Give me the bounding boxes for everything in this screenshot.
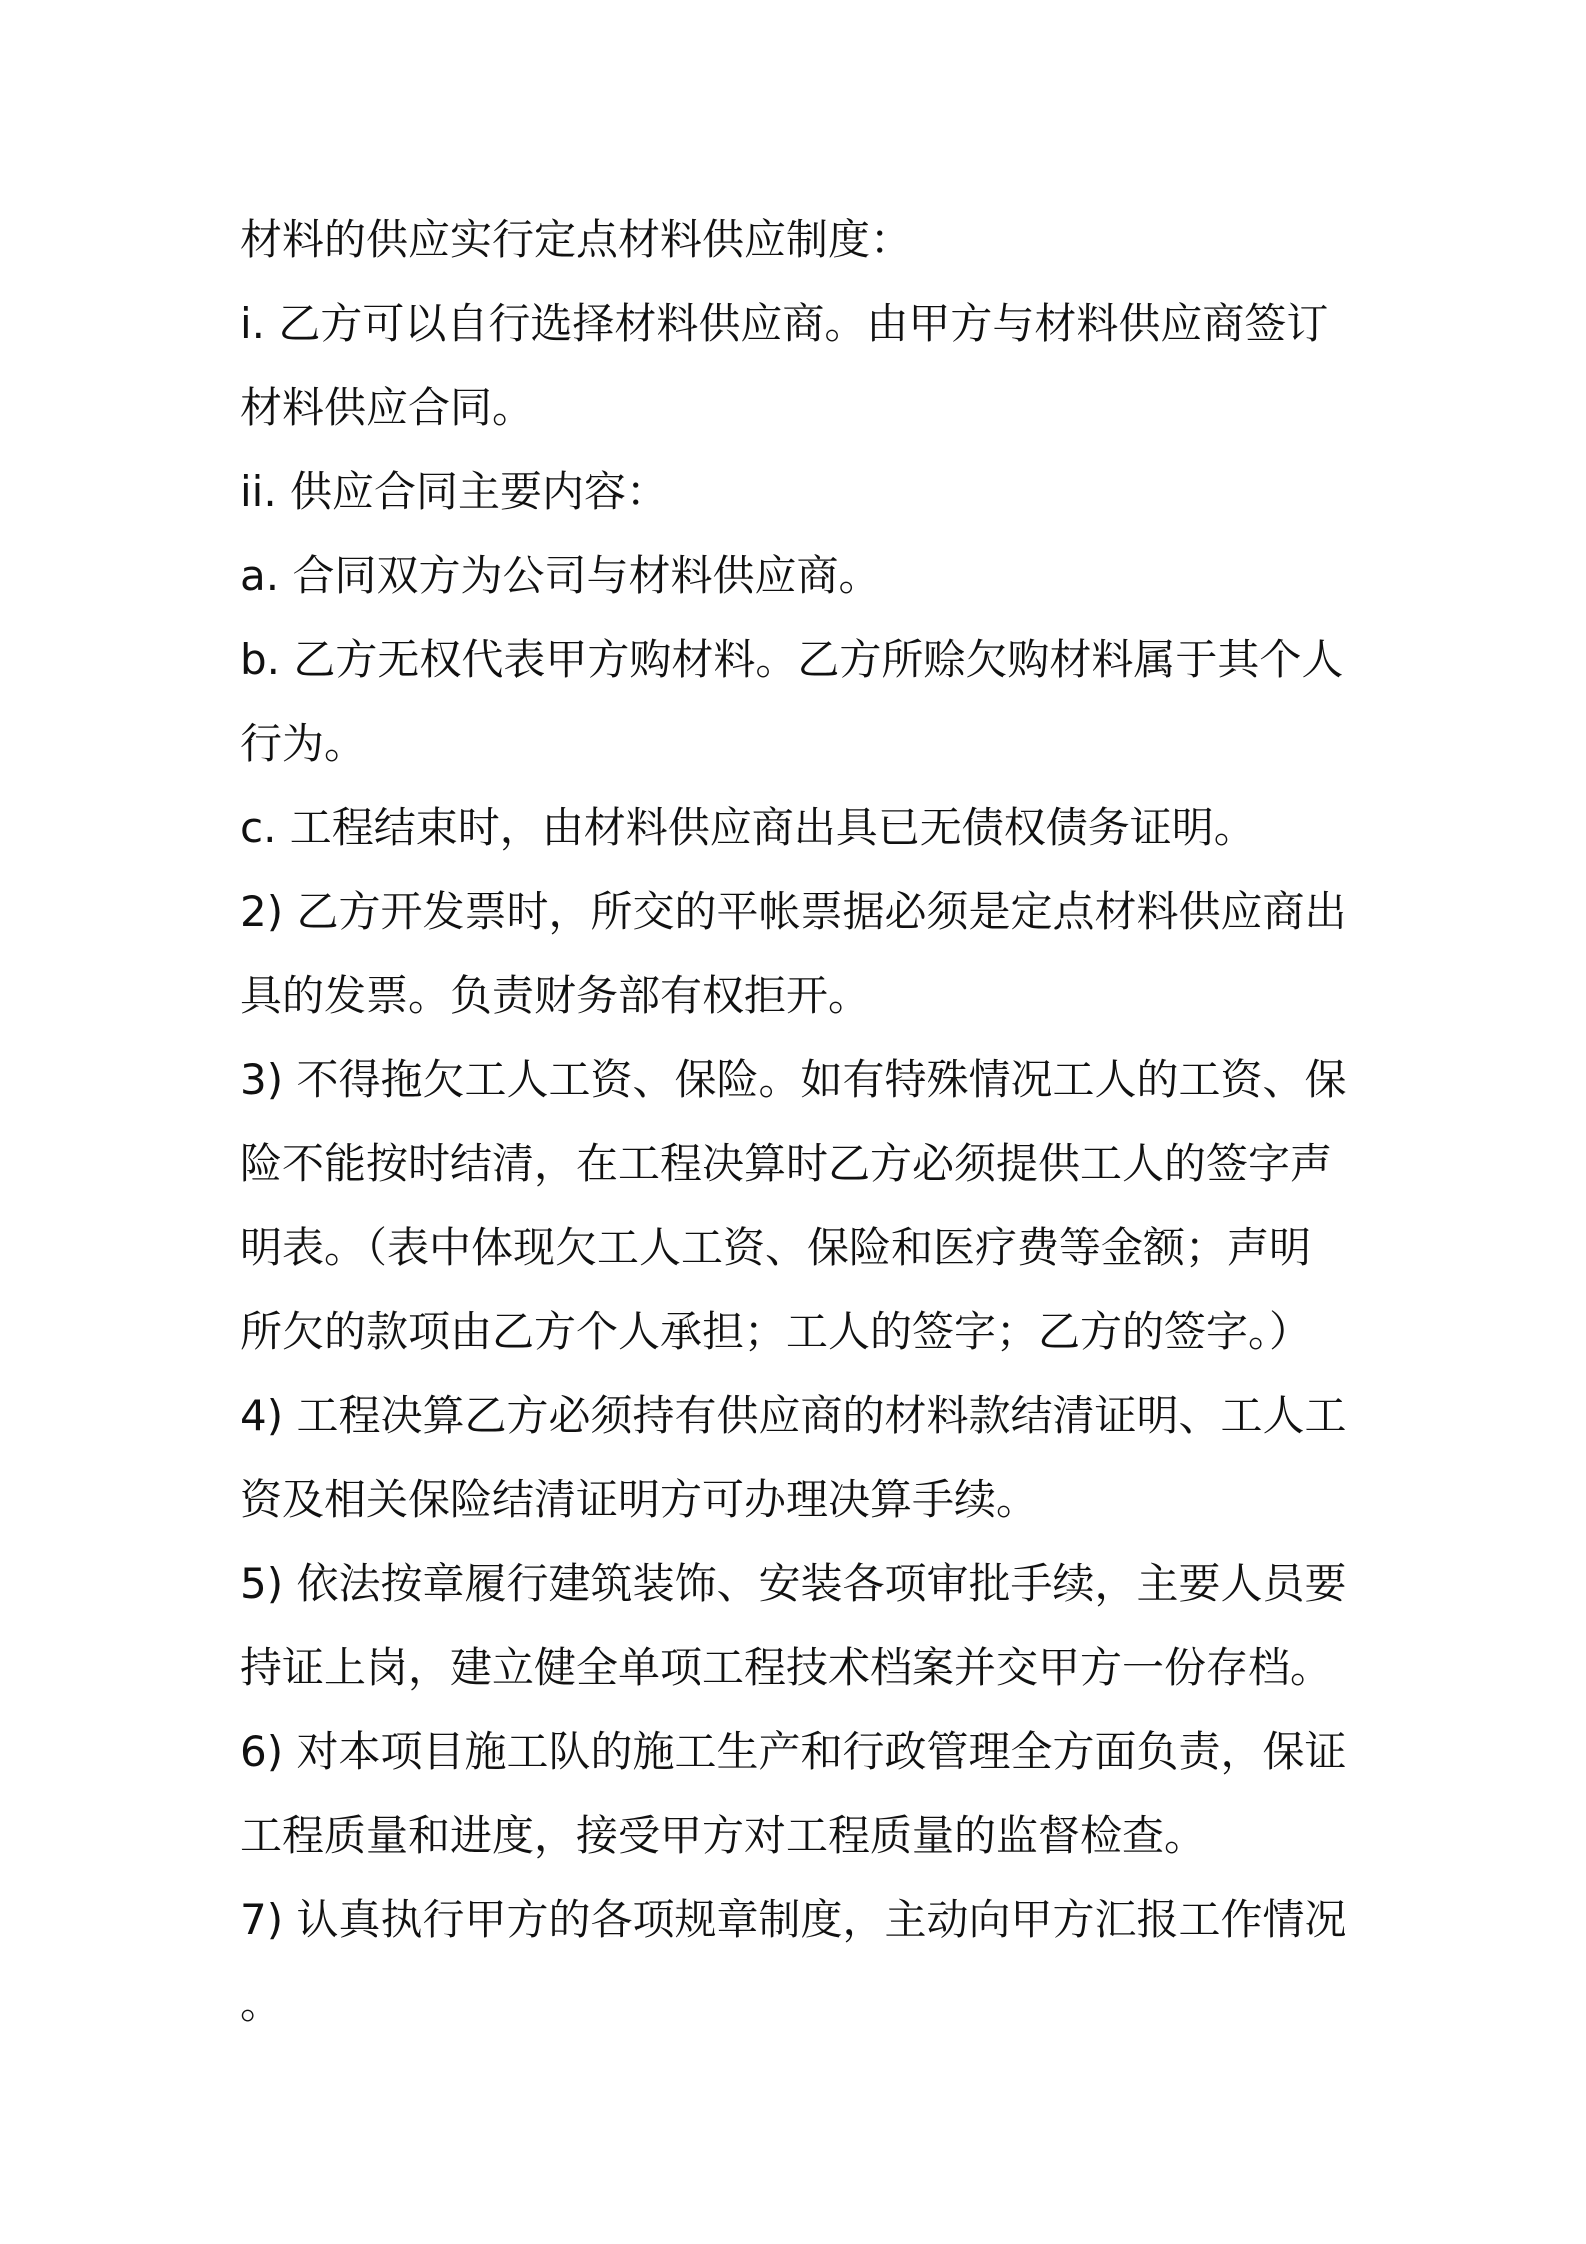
text-line: 。: [240, 1979, 283, 2028]
text-line: 明表。（表中体现欠工人工资、保险和医疗费等金额；声明: [240, 1223, 1312, 1272]
text-line: 工程质量和进度，接受甲方对工程质量的监督检查。: [240, 1811, 1207, 1860]
text-line: 所欠的款项由乙方个人承担；工人的签字；乙方的签字。）: [240, 1307, 1312, 1356]
text-line: b. 乙方无权代表甲方购材料。乙方所赊欠购材料属于其个人: [240, 635, 1344, 684]
text-line: 3) 不得拖欠工人工资、保险。如有特殊情况工人的工资、保: [240, 1055, 1347, 1104]
text-line: 6) 对本项目施工队的施工生产和行政管理全方面负责，保证: [240, 1727, 1347, 1776]
text-line: 2) 乙方开发票时，所交的平帐票据必须是定点材料供应商出: [240, 887, 1347, 936]
text-line: 持证上岗，建立健全单项工程技术档案并交甲方一份存档。: [240, 1643, 1333, 1692]
text-line: 5) 依法按章履行建筑装饰、安装各项审批手续，主要人员要: [240, 1559, 1347, 1608]
text-line: a. 合同双方为公司与材料供应商。: [240, 551, 881, 600]
text-line: 7) 认真执行甲方的各项规章制度，主动向甲方汇报工作情况: [240, 1895, 1347, 1944]
text-line: 险不能按时结清，在工程决算时乙方必须提供工人的签字声: [240, 1139, 1333, 1188]
text-line: ii. 供应合同主要内容：: [240, 467, 669, 516]
text-line: 具的发票。负责财务部有权拒开。: [240, 971, 871, 1020]
text-line: c. 工程结束时，由材料供应商出具已无债权债务证明。: [240, 803, 1256, 852]
text-line: 材料的供应实行定点材料供应制度：: [240, 215, 913, 264]
text-line: i. 乙方可以自行选择材料供应商。由甲方与材料供应商签订: [240, 299, 1329, 348]
text-line: 4) 工程决算乙方必须持有供应商的材料款结清证明、工人工: [240, 1391, 1347, 1440]
document-body: [240, 198, 1370, 2046]
text-line: 资及相关保险结清证明方可办理决算手续。: [240, 1475, 1039, 1524]
text-line: 材料供应合同。: [240, 383, 535, 432]
text-line: 行为。: [240, 719, 367, 768]
